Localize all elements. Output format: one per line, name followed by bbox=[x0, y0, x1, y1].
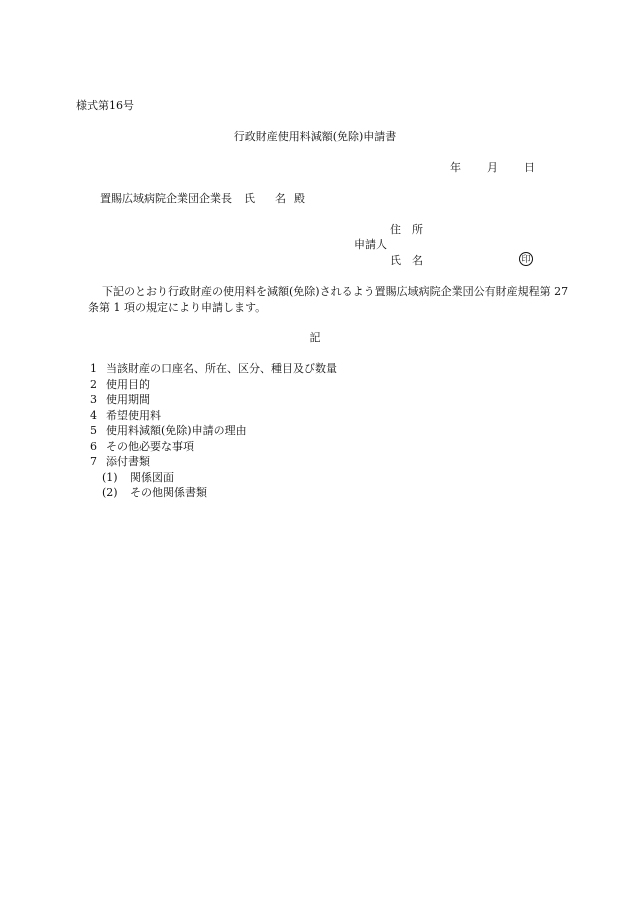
seal-mark: 印 bbox=[519, 252, 533, 266]
sub-list-item: (1) 関係図面 bbox=[102, 470, 174, 484]
document-title: 行政財産使用料減額(免除)申請書 bbox=[233, 130, 397, 143]
sub-list-item: (2) その他関係書類 bbox=[102, 486, 207, 499]
request-body-text bbox=[88, 284, 570, 316]
request-body-content: 下記のとおり行政財産の使用料を減額(免除)されるよう置賜広域病院企業団公有財産規程第 27 条第 1 項の規定により申請します。 bbox=[88, 285, 569, 314]
list-item: 5 使用料減額(免除)申請の理由 bbox=[90, 424, 247, 437]
addressee-organization: 置賜広域病院企業団企業長 bbox=[100, 192, 232, 205]
item-list bbox=[90, 361, 337, 501]
date-line bbox=[450, 162, 535, 173]
day-label: 日 bbox=[524, 161, 535, 174]
applicant-label: 申請人 bbox=[354, 238, 387, 251]
applicant-address-label: 住 所 bbox=[390, 223, 423, 236]
addressee-name-label-2: 名 bbox=[275, 192, 286, 205]
list-item: 2 使用目的 bbox=[90, 377, 150, 391]
month-label: 月 bbox=[487, 161, 498, 174]
applicant-name-label: 氏 名 bbox=[390, 254, 423, 267]
addressee-honorific: 殿 bbox=[294, 192, 305, 205]
year-label: 年 bbox=[450, 161, 461, 174]
list-item: 4 希望使用料 bbox=[90, 408, 161, 422]
list-item: 7 添付書類 bbox=[90, 455, 150, 468]
list-item: 3 使用期間 bbox=[90, 393, 150, 406]
list-item: 1 当該財産の口座名、所在、区分、種目及び数量 bbox=[90, 362, 337, 375]
addressee-name-label-1: 氏 bbox=[244, 192, 255, 205]
list-item: 6 その他必要な事項 bbox=[90, 439, 194, 453]
addressee-line bbox=[100, 193, 305, 204]
ki-label: 記 bbox=[309, 331, 321, 344]
form-number: 様式第16号 bbox=[76, 99, 134, 112]
